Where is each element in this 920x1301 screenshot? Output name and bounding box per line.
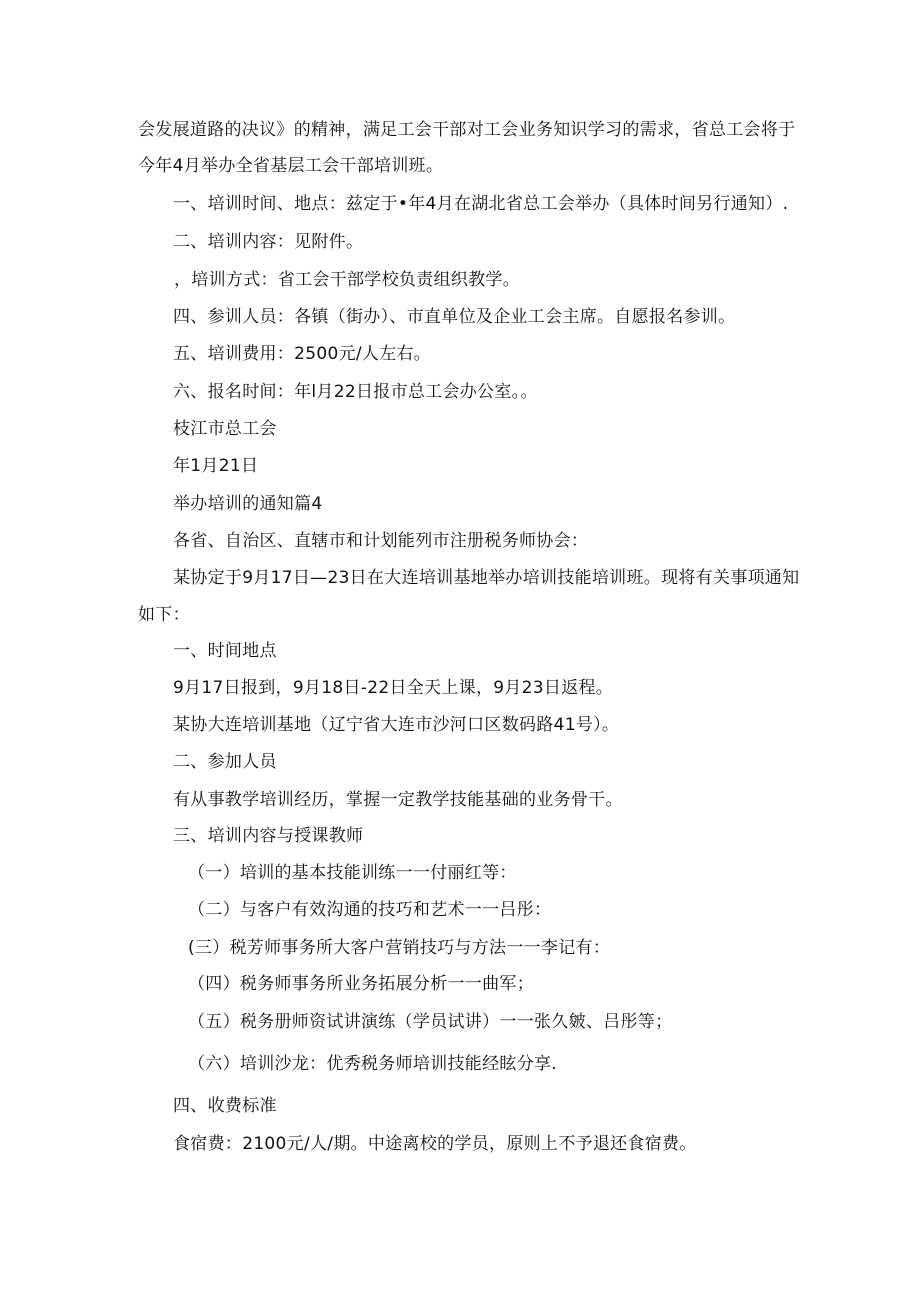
text-line: 三、培训内容与授课教师 [173, 826, 364, 846]
text-line: 一、培训时间、地点：兹定于•年4月在湖北省总工会举办（具体时间另行通知）. [173, 194, 789, 214]
text-line: 二、培训内容：见附件。 [173, 232, 364, 252]
text-line: 某协定于9月17日—23日在大连培训基地举办培训技能培训班。现将有关事项通知 [173, 568, 800, 588]
text-line: 某协大连培训基地（辽宁省大连市沙河口区数码路41号）。 [173, 715, 620, 735]
text-line: 有从事教学培训经历，掌握一定教学技能基础的业务骨干。 [173, 790, 623, 810]
text-line: 年1月21日 [173, 456, 259, 476]
text-line: 今年4月举办全省基层工会干部培训班。 [138, 156, 444, 176]
text-line: 会发展道路的决议》的精神，满足工会干部对工会业务知识学习的需求，省总工会将于 [138, 120, 796, 140]
text-line: （五）税务册师资试讲演练（学员试讲）一一张久皴、吕彤等； [188, 1012, 673, 1032]
text-line: 二、参加人员 [173, 752, 277, 772]
text-line: （一）培训的基本技能训练一一付丽红等： [188, 863, 517, 883]
text-line: （六）培训沙龙：优秀税务师培训技能经眩分享. [188, 1054, 558, 1074]
text-line: 六、报名时间：年l月22日报市总工会办公室。。 [173, 382, 538, 402]
text-line: 9月17日报到，9月18日-22日全天上课，9月23日返程。 [173, 678, 614, 698]
text-line: 枝江市总工会 [173, 419, 277, 439]
text-line: 举办培训的通知篇4 [173, 494, 323, 514]
text-line: 食宿费：2100元/人/期。中途离校的学员，原则上不予退还食宿费。 [173, 1134, 697, 1154]
text-line: （四）税务师事务所业务拓展分析一一曲军； [188, 974, 534, 994]
text-line: 如下： [138, 605, 190, 625]
text-line: ，培训方式：省工会干部学校负责组织教学。 [174, 270, 520, 290]
text-line: 四、收费标准 [173, 1096, 277, 1116]
text-line: 五、培训费用：2500元/人左右。 [173, 344, 432, 364]
text-line: 各省、自治区、直辖市和计划能列市注册税务师协会： [173, 531, 589, 551]
text-line: 一、时间地点 [173, 641, 277, 661]
text-line: 四、参训人员：各镇（街办）、市直单位及企业工会主席。自愿报名参训。 [173, 307, 736, 327]
text-line: （二）与客户有效沟通的技巧和艺术一一吕彤： [188, 900, 552, 920]
text-line: (三）税芳师事务所大客户营销技巧与方法一一李记有： [188, 938, 611, 958]
